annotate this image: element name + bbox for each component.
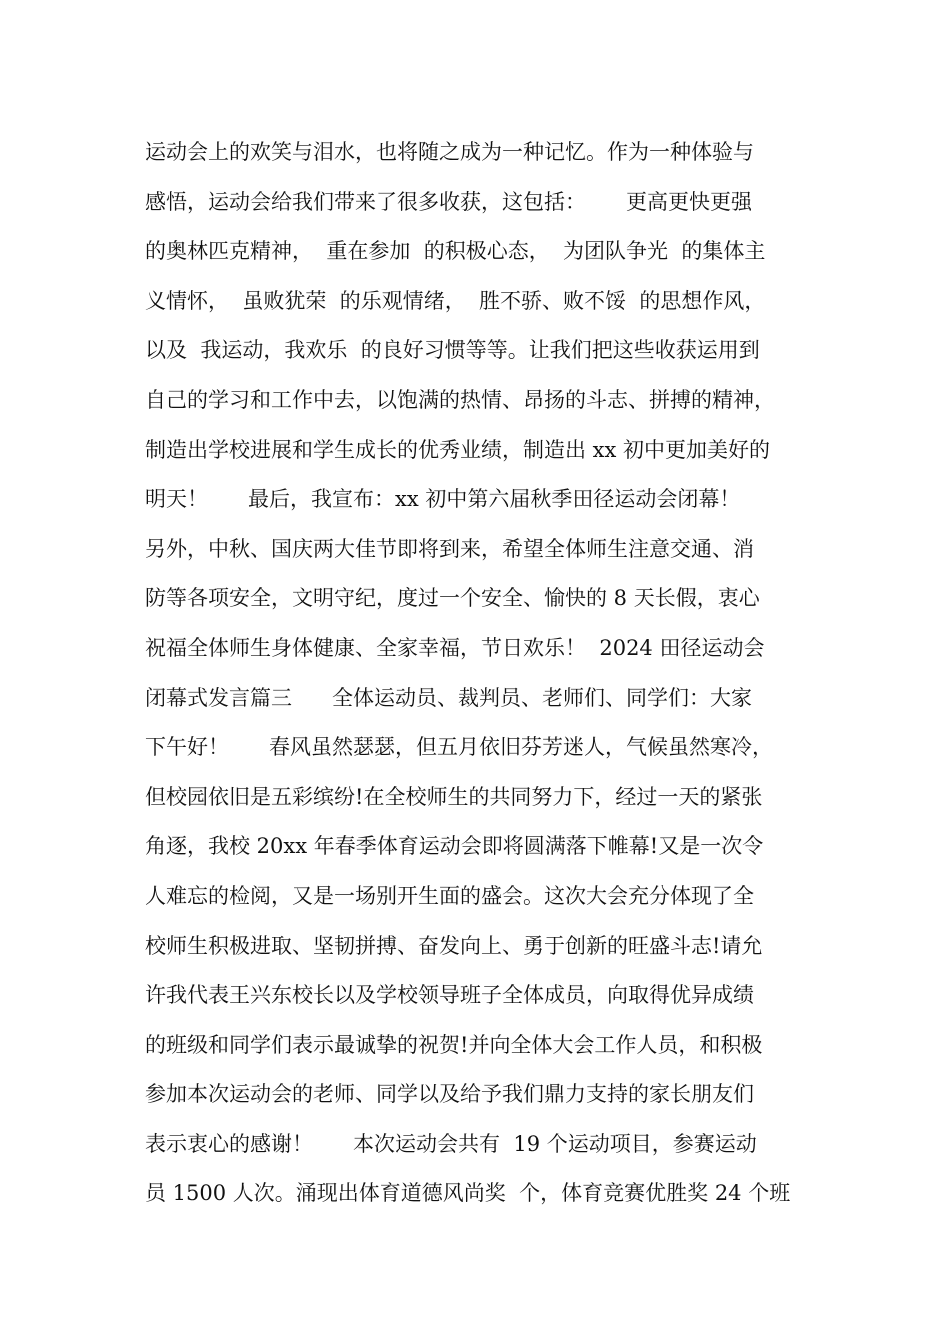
- text-line-16: 人难忘的检阅，又是一场别开生面的盛会。这次大会充分体现了全: [145, 883, 754, 908]
- text-line-9: 另外，中秋、国庆两大佳节即将到来，希望全体师生注意交通、消: [145, 536, 754, 561]
- text-line-14: 但校园依旧是五彩缤纷!在全校师生的共同努力下，经过一天的紧张: [145, 784, 763, 809]
- text-line-7: 制造出学校进展和学生成长的优秀业绩，制造出 xx 初中更加美好的: [145, 437, 771, 462]
- text-line-22: 员 1500 人次。涌现出体育道德风尚奖 个，体育竞赛优胜奖 24 个班: [145, 1181, 791, 1206]
- text-line-15: 角逐，我校 20xx 年春季体育运动会即将圆满落下帷幕!又是一次令: [145, 834, 764, 859]
- text-line-21: 表示衷心的感谢！ 本次运动会共有 19 个运动项目，参赛运动: [145, 1131, 757, 1156]
- text-line-20: 参加本次运动会的老师、同学以及给予我们鼎力支持的家长朋友们: [145, 1082, 754, 1107]
- text-line-11: 祝福全体师生身体健康、全家幸福，节日欢乐！ 2024 田径运动会: [145, 635, 765, 660]
- text-line-17: 校师生积极进取、坚韧拼搏、奋发向上、勇于创新的旺盛斗志!请允: [145, 933, 763, 958]
- text-line-2: 感悟，运动会给我们带来了很多收获，这包括： 更高更快更强: [145, 189, 753, 214]
- text-line-4: 义情怀， 虽败犹荣 的乐观情绪， 胜不骄、败不馁 的思想作风，: [145, 288, 766, 313]
- text-line-5: 以及 我运动，我欢乐 的良好习惯等等。让我们把这些收获运用到: [145, 338, 760, 363]
- text-line-19: 的班级和同学们表示最诚挚的祝贺!并向全体大会工作人员，和积极: [145, 1032, 763, 1057]
- body-text: [145, 128, 815, 1219]
- text-line-3: 的奥林匹克精神， 重在参加 的积极心态， 为团队争光 的集体主: [145, 239, 766, 264]
- text-line-18: 许我代表王兴东校长以及学校领导班子全体成员，向取得优异成绩: [145, 983, 754, 1008]
- text-line-1: 运动会上的欢笑与泪水，也将随之成为一种记忆。作为一种体验与: [145, 140, 754, 164]
- text-line-8: 明天！ 最后，我宣布：xx 初中第六届秋季田径运动会闭幕！: [145, 487, 741, 512]
- text-line-12: 闭幕式发言篇三 全体运动员、裁判员、老师们、同学们：大家: [145, 685, 753, 710]
- text-line-10: 防等各项安全，文明守纪，度过一个安全、愉快的 8 天长假，衷心: [145, 586, 760, 611]
- text-line-13: 下午好！ 春风虽然瑟瑟，但五月依旧芬芳迷人，气候虽然寒冷，: [145, 735, 774, 760]
- text-line-6: 自己的学习和工作中去，以饱满的热情、昂扬的斗志、拼搏的精神，: [145, 387, 775, 412]
